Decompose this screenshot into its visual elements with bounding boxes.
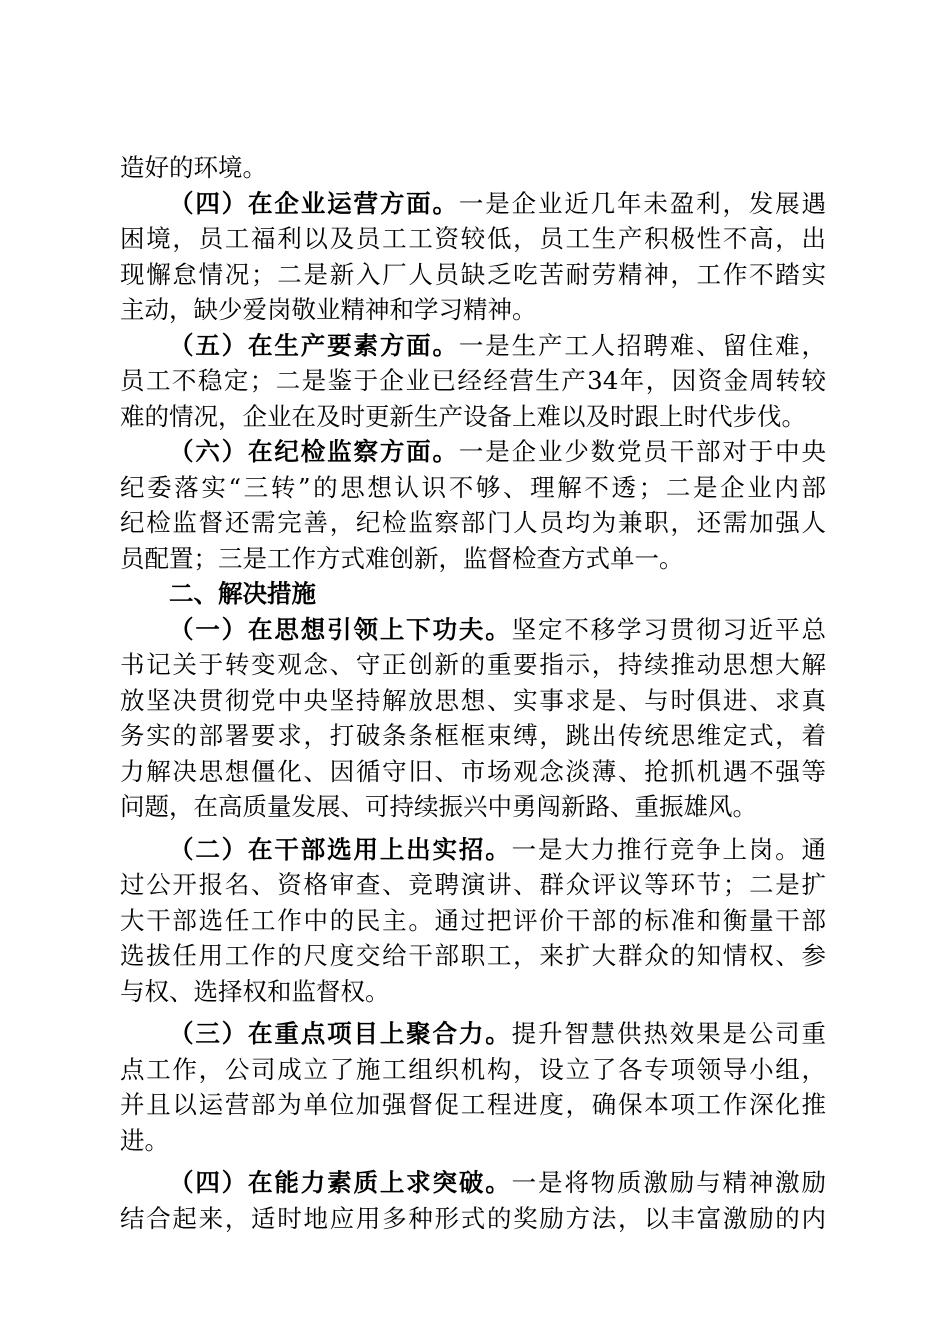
- line-text: 坚定不移学习贯彻习近平总: [511, 614, 826, 644]
- paragraph: [120, 1016, 826, 1158]
- text-line: 纪委落实“三转”的思想认识不够、理解不透；二是企业内部: [120, 472, 826, 502]
- text-line: 结合起来，适时地应用多种形式的奖励方法，以丰富激励的内: [120, 1203, 826, 1233]
- line-text: 一是企业近几年未盈利，发展遇: [458, 188, 826, 218]
- text-line: 纪检监督还需完善，纪检监察部门人员均为兼职，还需加强人: [120, 508, 826, 537]
- paragraph-lead: （三）在重点项目上聚合力。: [169, 1019, 512, 1048]
- paragraph-lead: （六）在纪检监察方面。: [169, 437, 459, 466]
- paragraph: [120, 612, 826, 825]
- text-line: 问题，在高质量发展、可持续振兴中勇闯新路、重振雄风。: [120, 792, 757, 821]
- text-line: [120, 832, 826, 868]
- line-text: 一是企业少数党员干部对于中央: [458, 437, 826, 466]
- paragraph: [120, 1165, 826, 1236]
- text-line: 困境，员工福利以及员工工资较低，员工生产积极性不高，出: [120, 224, 826, 253]
- text-line: 主动，缺少爱岗敬业精神和学习精神。: [120, 295, 537, 324]
- text-line: 点工作，公司成立了施工组织机构，设立了各专项领导小组，: [120, 1054, 826, 1084]
- text-line: 难的情况，企业在及时更新生产设备上难以及时跟上时代步伐。: [120, 401, 806, 431]
- line-text: 提升智慧供热效果是公司重: [511, 1019, 826, 1048]
- text-line: 书记关于转变观念、守正创新的重要指示，持续推动思想大解: [120, 650, 826, 679]
- text-line: 力解决思想僵化、因循守旧、市场观念淡薄、抢抓机遇不强等: [120, 756, 826, 786]
- paragraph: [120, 434, 826, 576]
- paragraph: [120, 328, 826, 435]
- paragraph-lead: （五）在生产要素方面。: [169, 330, 459, 360]
- text-line: [120, 328, 826, 364]
- paragraph-gap: [120, 825, 826, 832]
- line-text: 一是将物质激励与精神激励: [511, 1168, 826, 1197]
- paragraph-lead: （二）在干部选用上出实招。: [169, 834, 512, 864]
- text-line: [120, 612, 826, 648]
- document-page: [120, 150, 826, 1236]
- text-line: 务实的部署要求，打破条条框框束缚，跳出传统思维定式，着: [120, 721, 826, 750]
- line-text: 一是大力推行竞争上岗。通: [511, 834, 826, 864]
- paragraph-lead: （四）在企业运营方面。: [169, 188, 459, 218]
- text-line: [120, 434, 826, 470]
- text-line: [120, 1165, 826, 1201]
- line-text: 一是生产工人招聘难、留住难，: [458, 330, 826, 360]
- text-line: 造好的环境。: [120, 153, 267, 182]
- text-line: 过公开报名、资格审查、竞聘演讲、群众评议等环节；二是扩: [120, 870, 826, 899]
- text-line: 大干部选任工作中的民主。通过把评价干部的标准和衡量干部: [120, 905, 826, 935]
- text-line: 与权、选择权和监督权。: [120, 976, 390, 1006]
- paragraph: [120, 832, 826, 1010]
- text-line: [120, 1016, 826, 1052]
- text-line: 员配置；三是工作方式难创新，监督检查方式单一。: [120, 543, 684, 573]
- paragraph-lead: （一）在思想引领上下功夫。: [169, 614, 512, 644]
- text-line: 选拔任用工作的尺度交给干部职工，来扩大群众的知情权、参: [120, 941, 826, 970]
- text-line: 现懈怠情况；二是新入厂人员缺乏吃苦耐劳精神，工作不踏实: [120, 259, 826, 289]
- section-heading: [120, 576, 826, 612]
- text-line: 进。: [120, 1125, 169, 1155]
- paragraph-lead: （四）在能力素质上求突破。: [169, 1168, 512, 1197]
- paragraph: [120, 150, 826, 186]
- text-line: 并且以运营部为单位加强督促工程进度，确保本项工作深化推: [120, 1090, 826, 1119]
- heading-text: 二、解决措施: [169, 579, 316, 608]
- paragraph-gap: [120, 1158, 826, 1165]
- paragraph: [120, 186, 826, 328]
- text-line: 放坚决贯彻党中央坚持解放思想、实事求是、与时俱进、求真: [120, 685, 826, 715]
- paragraph-gap: [120, 1009, 826, 1016]
- text-line: 员工不稳定；二是鉴于企业已经经营生产34年，因资金周转较: [120, 366, 826, 395]
- text-line: [120, 186, 826, 222]
